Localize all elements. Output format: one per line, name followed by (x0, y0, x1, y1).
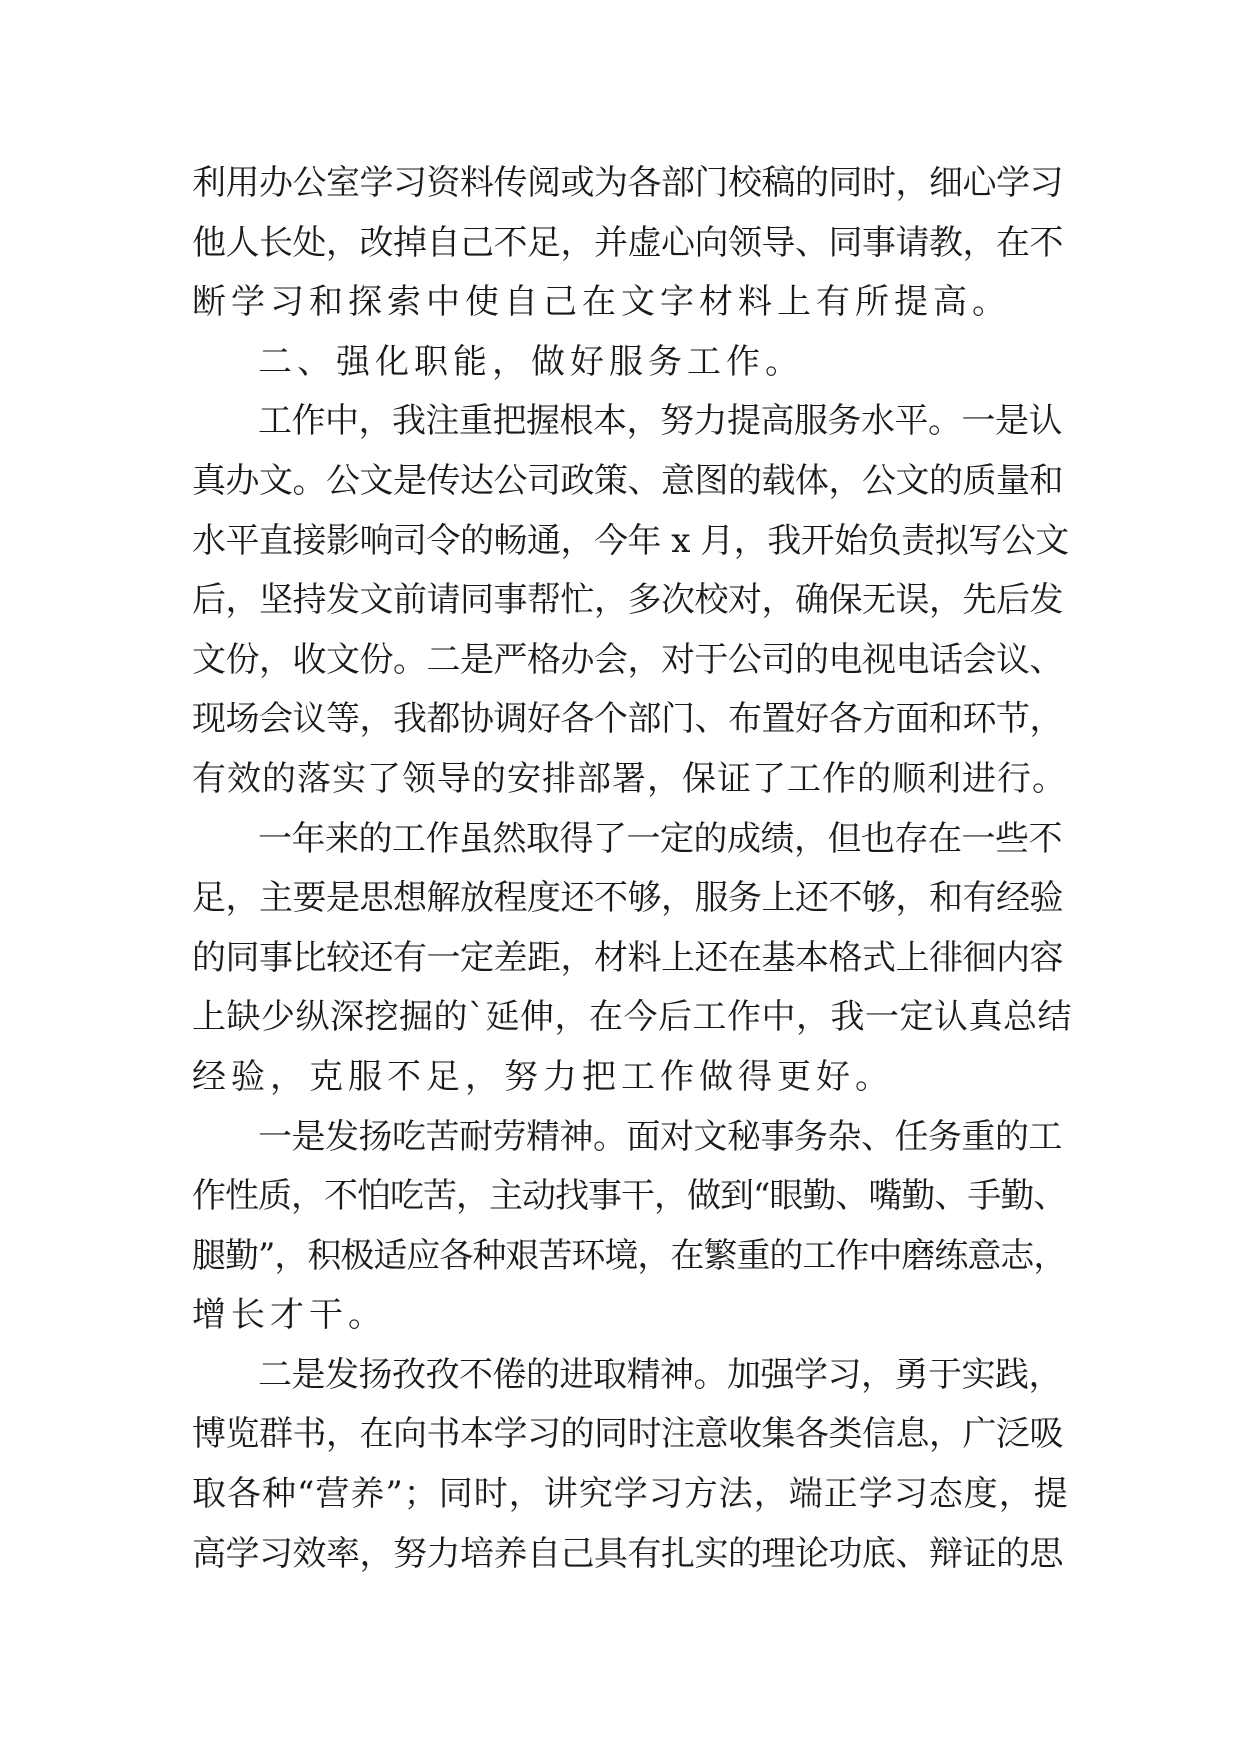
text-line: 文份，收文份。二是严格办会，对于公司的电视电话会议、 (192, 639, 1063, 680)
text-line: 的同事比较还有一定差距，材料上还在基本格式上徘徊内容 (192, 937, 1063, 978)
text-line: 水平直接影响司令的畅通，今年 x 月，我开始负责拟写公文 (192, 520, 1069, 561)
text-line: 作性质，不怕吃苦，主动找事干，做到“眼勤、嘴勤、手勤、 (192, 1176, 1067, 1217)
text-line: 二是发扬孜孜不倦的进取精神。加强学习，勇于实践， (258, 1354, 1062, 1395)
text-line: 利用办公室学习资料传阅或为各部门校稿的同时，细心学习 (192, 163, 1063, 203)
text-line: 后，坚持发文前请同事帮忙，多次校对，确保无误，先后发 (192, 580, 1063, 621)
text-line: 一年来的工作虽然取得了一定的成绩，但也存在一些不 (258, 818, 1062, 859)
text-line: 有效的落实了领导的安排部署，保证了工作的顺利进行。 (192, 758, 1067, 799)
text-line: 上缺少纵深挖掘的`延伸，在今后工作中，我一定认真总结 (192, 997, 1072, 1038)
text-line: 现场会议等，我都协调好各个部门、布置好各方面和环节， (192, 699, 1063, 740)
text-line: 一是发扬吃苦耐劳精神。面对文秘事务杂、任务重的工 (258, 1116, 1062, 1157)
text-line: 二、强化职能，做好服务工作。 (258, 341, 804, 382)
text-line: 腿勤”，积极适应各种艰苦环境，在繁重的工作中磨练意志， (192, 1235, 1067, 1276)
text-line: 工作中，我注重把握根本，努力提高服务水平。一是认 (258, 401, 1062, 442)
text-line: 真办文。公文是传达公司政策、意图的载体，公文的质量和 (192, 460, 1063, 501)
text-line: 断学习和探索中使自己在文字材料上有所提高。 (192, 282, 1011, 323)
text-line: 他人长处，改掉自己不足，并虚心向领导、同事请教，在不 (192, 222, 1063, 263)
text-line: 足，主要是思想解放程度还不够，服务上还不够，和有经验 (192, 878, 1063, 919)
text-line: 增长才干。 (192, 1295, 387, 1336)
text-line: 取各种“营养”；同时，讲究学习方法，端正学习态度，提 (192, 1474, 1069, 1515)
text-line: 经验，克服不足，努力把工作做得更好。 (192, 1056, 894, 1097)
text-line: 博览群书，在向书本学习的同时注意收集各类信息，广泛吸 (192, 1414, 1063, 1455)
text-line: 高学习效率，努力培养自己具有扎实的理论功底、辩证的思 (192, 1533, 1063, 1574)
document-body (192, 154, 1072, 1584)
